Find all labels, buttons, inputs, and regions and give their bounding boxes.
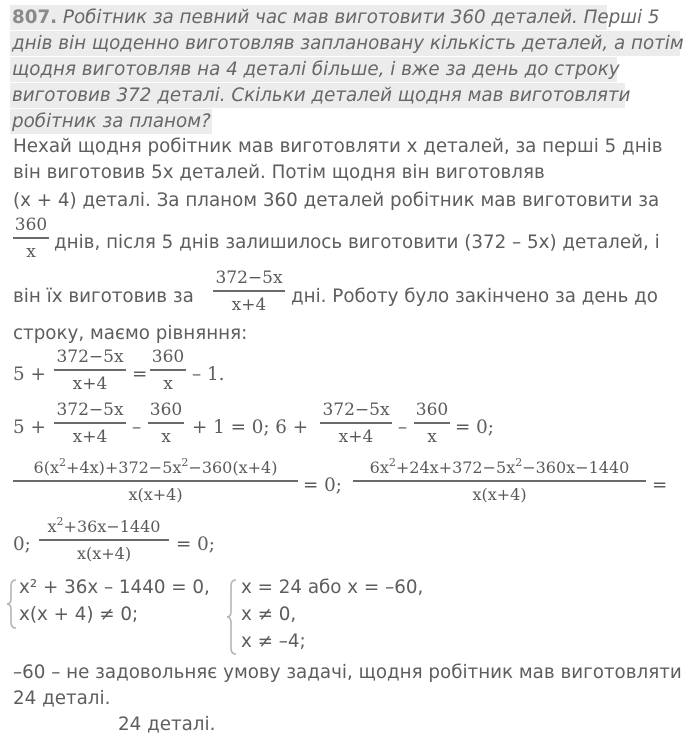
eq1-equals: =: [132, 364, 148, 385]
eq2-lead: 5 +: [13, 417, 46, 438]
fraction-denominator: x+4: [72, 426, 108, 447]
problem-number: 807.: [12, 7, 58, 28]
fraction-numerator: [13, 458, 298, 478]
conclusion-line-2: 24 деталі.: [13, 688, 111, 709]
eq4-lead: 0;: [13, 534, 31, 555]
fraction-bar: [213, 290, 285, 292]
eq2-fraction-4: [414, 400, 450, 447]
fraction-numerator: [353, 458, 646, 478]
fraction-bar: [353, 480, 646, 482]
eq4-fraction: [39, 517, 169, 564]
eq2-middle: + 1 = 0; 6 +: [192, 417, 309, 438]
fraction-bar: [13, 480, 298, 482]
eq3-middle: = 0;: [303, 475, 342, 496]
solution-line-2: він виготовив 5х деталей. Потім щодня він виготовляв: [13, 162, 545, 183]
solution-line-6: строку, маємо рівняння:: [13, 323, 248, 344]
eq2-minus-2: –: [398, 417, 408, 438]
exponent: 2: [515, 456, 523, 469]
fraction-bar: [39, 539, 169, 541]
eq1-lead: 5 +: [13, 364, 46, 385]
num-part: +24x+372−5x: [395, 458, 516, 477]
problem-line-5: робітник за планом?: [12, 111, 211, 132]
fraction-bar: [54, 422, 126, 424]
num-part: −360x−1440: [522, 458, 630, 477]
fraction-bar: [54, 369, 126, 371]
eq3-fraction-1: [13, 458, 298, 505]
fraction-bar: [320, 422, 392, 424]
fraction-numerator: 360: [151, 347, 185, 367]
fraction-bar: [414, 422, 450, 424]
exponent: 2: [181, 456, 189, 469]
problem-line-3: щодня виготовляв на 4 деталі більше, і вже за день до строку: [12, 59, 620, 80]
eq1-fraction-2: [150, 347, 186, 394]
eq2-fraction-2: [148, 400, 184, 447]
answer: 24 деталі.: [118, 714, 216, 735]
solution-line-1: Нехай щодня робітник мав виготовляти х деталей, за перші 5 днів: [13, 136, 663, 157]
fraction-numerator: 372−5x: [56, 347, 124, 367]
solution-line-5-text-before: він їх виготовив за: [13, 286, 194, 307]
eq2-minus-1: –: [132, 417, 142, 438]
solution-line-4-text: днів, після 5 днів залишилось виготовити (372 – 5х) деталей, і: [54, 232, 660, 253]
eq2-tail: = 0;: [455, 417, 494, 438]
fraction-bar: [150, 369, 186, 371]
fraction-denominator: x+4: [338, 426, 374, 447]
eq4-tail: = 0;: [176, 534, 215, 555]
num-part: +4x)+372−5x: [66, 458, 182, 477]
solution-line-5-text-after: дні. Роботу було закінчено за день до: [291, 286, 658, 307]
exponent: 2: [388, 456, 396, 469]
num-part: 6x: [369, 458, 389, 477]
num-part: +36x−1440: [63, 517, 161, 536]
left-brace-icon: [6, 578, 18, 630]
eq2-fraction-1: [54, 400, 126, 447]
problem-text: Робітник за певний час мав виготовити 360 деталей. Перші 5: [62, 7, 660, 28]
system-2-line-1: х = 24 або х = –60,: [241, 577, 424, 598]
fraction-numerator: 372−5x: [322, 400, 390, 420]
eq2-fraction-3: [320, 400, 392, 447]
num-part: x: [47, 517, 57, 536]
left-brace-icon: [226, 578, 238, 656]
solution-line-3: (х + 4) деталі. За планом 360 деталей робітник мав виготовити за: [13, 190, 660, 211]
num-part: −360(x+4): [188, 458, 278, 477]
eq1-fraction-1: [54, 347, 126, 394]
conclusion-line-1: –60 – не задовольняє умову задачі, щодня робітник мав виготовляти: [13, 662, 682, 683]
problem-line-4: виготовив 372 деталі. Скільки деталей щодня мав виготовляти: [12, 85, 631, 106]
fraction-numerator: 360: [149, 400, 183, 420]
fraction-denominator: x+4: [72, 373, 108, 394]
fraction-numerator: 372−5x: [215, 268, 283, 288]
system-2-line-2: х ≠ 0,: [241, 604, 297, 625]
eq3-fraction-2: [353, 458, 646, 505]
fraction-bar: [148, 422, 184, 424]
fraction-denominator: x: [26, 241, 36, 262]
exponent: 2: [59, 456, 66, 469]
problem-line-2: днів він щоденно виготовляв заплановану кількість деталей, а потім: [12, 33, 684, 54]
fraction-denominator: x+4: [231, 294, 267, 315]
fraction-372-5x-over-x-plus-4: [213, 268, 285, 315]
eq1-tail: – 1.: [192, 364, 225, 385]
fraction-numerator: [39, 517, 169, 537]
fraction-denominator: x: [163, 373, 173, 394]
system-1-line-2: х(х + 4) ≠ 0;: [19, 604, 139, 625]
fraction-denominator: x: [427, 426, 437, 447]
fraction-numerator: 372−5x: [56, 400, 124, 420]
problem-line-1: [12, 5, 660, 30]
eq3-tail: =: [652, 475, 668, 496]
fraction-360-over-x: [13, 215, 49, 262]
fraction-denominator: x(x+4): [76, 543, 132, 563]
num-part: 6(x: [33, 458, 59, 477]
fraction-bar: [13, 237, 49, 239]
fraction-denominator: x(x+4): [472, 484, 527, 504]
system-1-line-1: х² + 36х – 1440 = 0,: [19, 577, 210, 598]
fraction-numerator: 360: [14, 215, 48, 235]
fraction-denominator: x(x+4): [128, 484, 183, 504]
exponent: 2: [56, 515, 64, 528]
system-2-line-3: х ≠ –4;: [241, 631, 306, 652]
fraction-numerator: 360: [415, 400, 449, 420]
fraction-denominator: x: [161, 426, 171, 447]
